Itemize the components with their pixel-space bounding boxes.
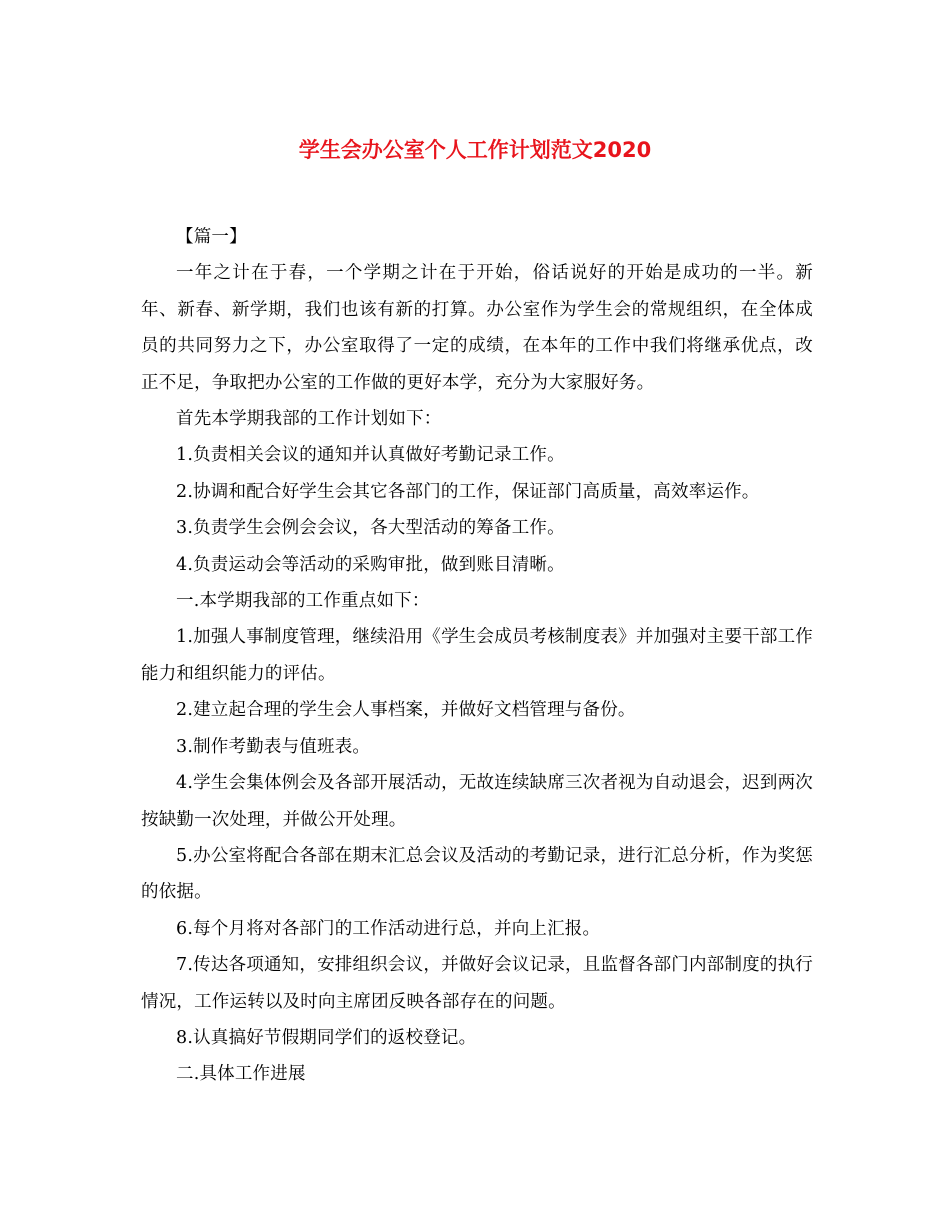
focus-item-8: 8.认真搞好节假期同学们的返校登记。 (176, 1027, 477, 1048)
plan-heading: 首先本学期我部的工作计划如下： (176, 409, 442, 430)
focus-item-3: 3.制作考勤表与值班表。 (176, 736, 371, 757)
plan-item-2: 2.协调和配合好学生会其它各部门的工作，保证部门高质量，高效率运作。 (176, 481, 760, 502)
focus-item-7: 7.传达各项通知，安排组织会议，并做好会议记录，且监督各部门内部制度的执行情况，工作运转以及时向主席团反映各部存在的问题。 (141, 955, 813, 1012)
progress-heading: 二.具体工作进展 (176, 1064, 306, 1085)
plan-item-1: 1.负责相关会议的通知并认真做好考勤记录工作。 (176, 445, 565, 466)
focus-item-6: 6.每个月将对各部门的工作活动进行总，并向上汇报。 (176, 918, 601, 939)
plan-item-3: 3.负责学生会例会会议，各大型活动的筹备工作。 (176, 518, 565, 539)
focus-heading: 一.本学期我部的工作重点如下： (176, 591, 430, 612)
section-heading-part-one: 【篇一】 (176, 227, 247, 247)
focus-item-1: 1.加强人事制度管理，继续沿用《学生会成员考核制度表》并加强对主要干部工作能力和组织能力的评估。 (141, 627, 813, 684)
document-body (141, 219, 813, 1093)
focus-item-4: 4.学生会集体例会及各部开展活动，无故连续缺席三次者视为自动退会，迟到两次按缺勤一次处理，并做公开处理。 (141, 773, 813, 830)
intro-paragraph: 一年之计在于春，一个学期之计在于开始，俗话说好的开始是成功的一半。新年、新春、新学期，我们也该有新的打算。办公室作为学生会的常规组织，在全体成员的共同努力之下，办公室取得了一定的成绩，在本年的工作中我们将继承优点，改正不足，争取把办公室的工作做的更好本学，充分为大家服好务。 (141, 263, 813, 393)
focus-item-5: 5.办公室将配合各部在期末汇总会议及活动的考勤记录，进行汇总分析，作为奖惩的依据。 (141, 845, 813, 903)
focus-item-2: 2.建立起合理的学生会人事档案，并做好文档管理与备份。 (176, 700, 636, 721)
document-title: 学生会办公室个人工作计划范文2020 (298, 138, 652, 162)
plan-item-4: 4.负责运动会等活动的采购审批，做到账目清晰。 (176, 554, 565, 575)
